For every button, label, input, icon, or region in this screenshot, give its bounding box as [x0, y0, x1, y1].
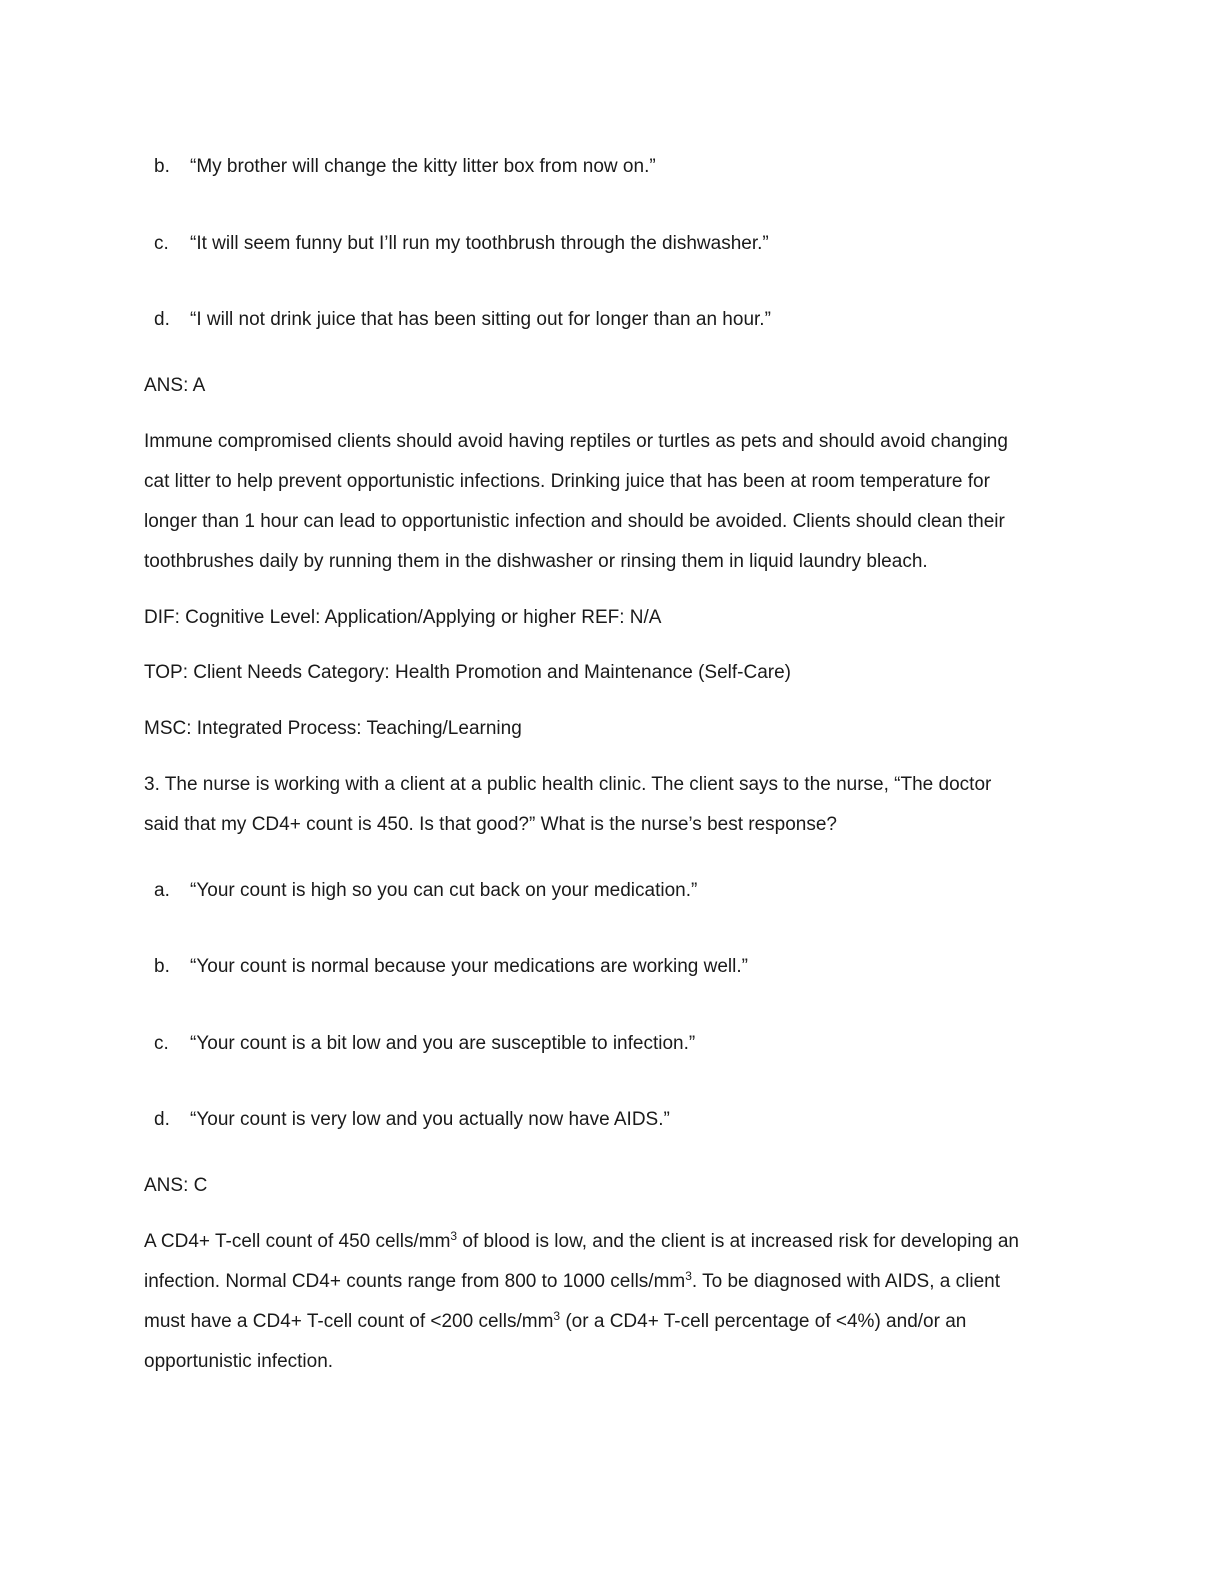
q3-option-b-text: “Your count is normal because your medications are working well.” — [190, 956, 748, 977]
q3-option-b-letter: b. — [154, 956, 170, 977]
superscript-3: 3 — [553, 1309, 561, 1323]
q3-option-a-letter: a. — [154, 880, 170, 901]
q3-option-d-letter: d. — [154, 1109, 170, 1130]
q3-option-c-letter: c. — [154, 1033, 169, 1054]
q3-rationale-line-1-b: of blood is low, and the client is at increased risk for developing an — [457, 1231, 1019, 1252]
q2-rationale-line-4: toothbrushes daily by running them in the dishwasher or rinsing them in liquid laundry bleach. — [144, 551, 928, 572]
q2-rationale-line-2: cat litter to help prevent opportunistic infections. Drinking juice that has been at room temperature for — [144, 471, 990, 492]
q3-rationale-line-1 — [144, 1230, 1019, 1254]
q3-rationale-line-3-a: must have a CD4+ T-cell count of <200 cells/mm — [144, 1311, 554, 1332]
q3-rationale-line-3 — [144, 1310, 966, 1334]
q2-option-c-text: “It will seem funny but I’ll run my toothbrush through the dishwasher.” — [190, 233, 769, 254]
q2-dif: DIF: Cognitive Level: Application/Applying or higher REF: N/A — [144, 607, 662, 628]
q2-answer: ANS: A — [144, 375, 206, 396]
q2-msc: MSC: Integrated Process: Teaching/Learning — [144, 718, 522, 739]
q3-rationale-line-2-b: . To be diagnosed with AIDS, a client — [691, 1271, 1000, 1292]
q3-answer: ANS: C — [144, 1175, 208, 1196]
q2-rationale-line-1: Immune compromised clients should avoid having reptiles or turtles as pets and should avoid changing — [144, 431, 1008, 452]
superscript-3: 3 — [685, 1269, 692, 1283]
q3-rationale-line-2-a: infection. Normal CD4+ counts range from 800 to 1000 cells/mm — [144, 1271, 686, 1292]
q2-option-d-text: “I will not drink juice that has been sitting out for longer than an hour.” — [190, 309, 771, 330]
q2-rationale-line-3: longer than 1 hour can lead to opportunistic infection and should be avoided. Clients should clean their — [144, 511, 1005, 532]
q2-option-c-letter: c. — [154, 233, 169, 254]
q3-stem-line-1: 3. The nurse is working with a client at a public health clinic. The client says to the nurse, “The doctor — [144, 774, 992, 795]
q3-rationale-line-1-a: A CD4+ T-cell count of 450 cells/mm — [144, 1231, 451, 1252]
q3-rationale-line-2 — [144, 1270, 1000, 1294]
q2-option-b-letter: b. — [154, 156, 170, 177]
q2-option-b-text: “My brother will change the kitty litter box from now on.” — [190, 156, 656, 177]
q3-stem-line-2: said that my CD4+ count is 450. Is that good?” What is the nurse’s best response? — [144, 814, 837, 835]
q3-rationale-line-3-b: (or a CD4+ T-cell percentage of <4%) and/or an — [560, 1311, 967, 1332]
q3-option-c-text: “Your count is a bit low and you are susceptible to infection.” — [190, 1033, 696, 1054]
q2-top: TOP: Client Needs Category: Health Promotion and Maintenance (Self-Care) — [144, 662, 792, 683]
q2-option-d-letter: d. — [154, 309, 170, 330]
superscript-3: 3 — [450, 1229, 458, 1243]
q3-option-a-text: “Your count is high so you can cut back on your medication.” — [190, 880, 698, 901]
q3-rationale-line-4: opportunistic infection. — [144, 1351, 334, 1372]
q3-option-d-text: “Your count is very low and you actually now have AIDS.” — [190, 1109, 670, 1130]
